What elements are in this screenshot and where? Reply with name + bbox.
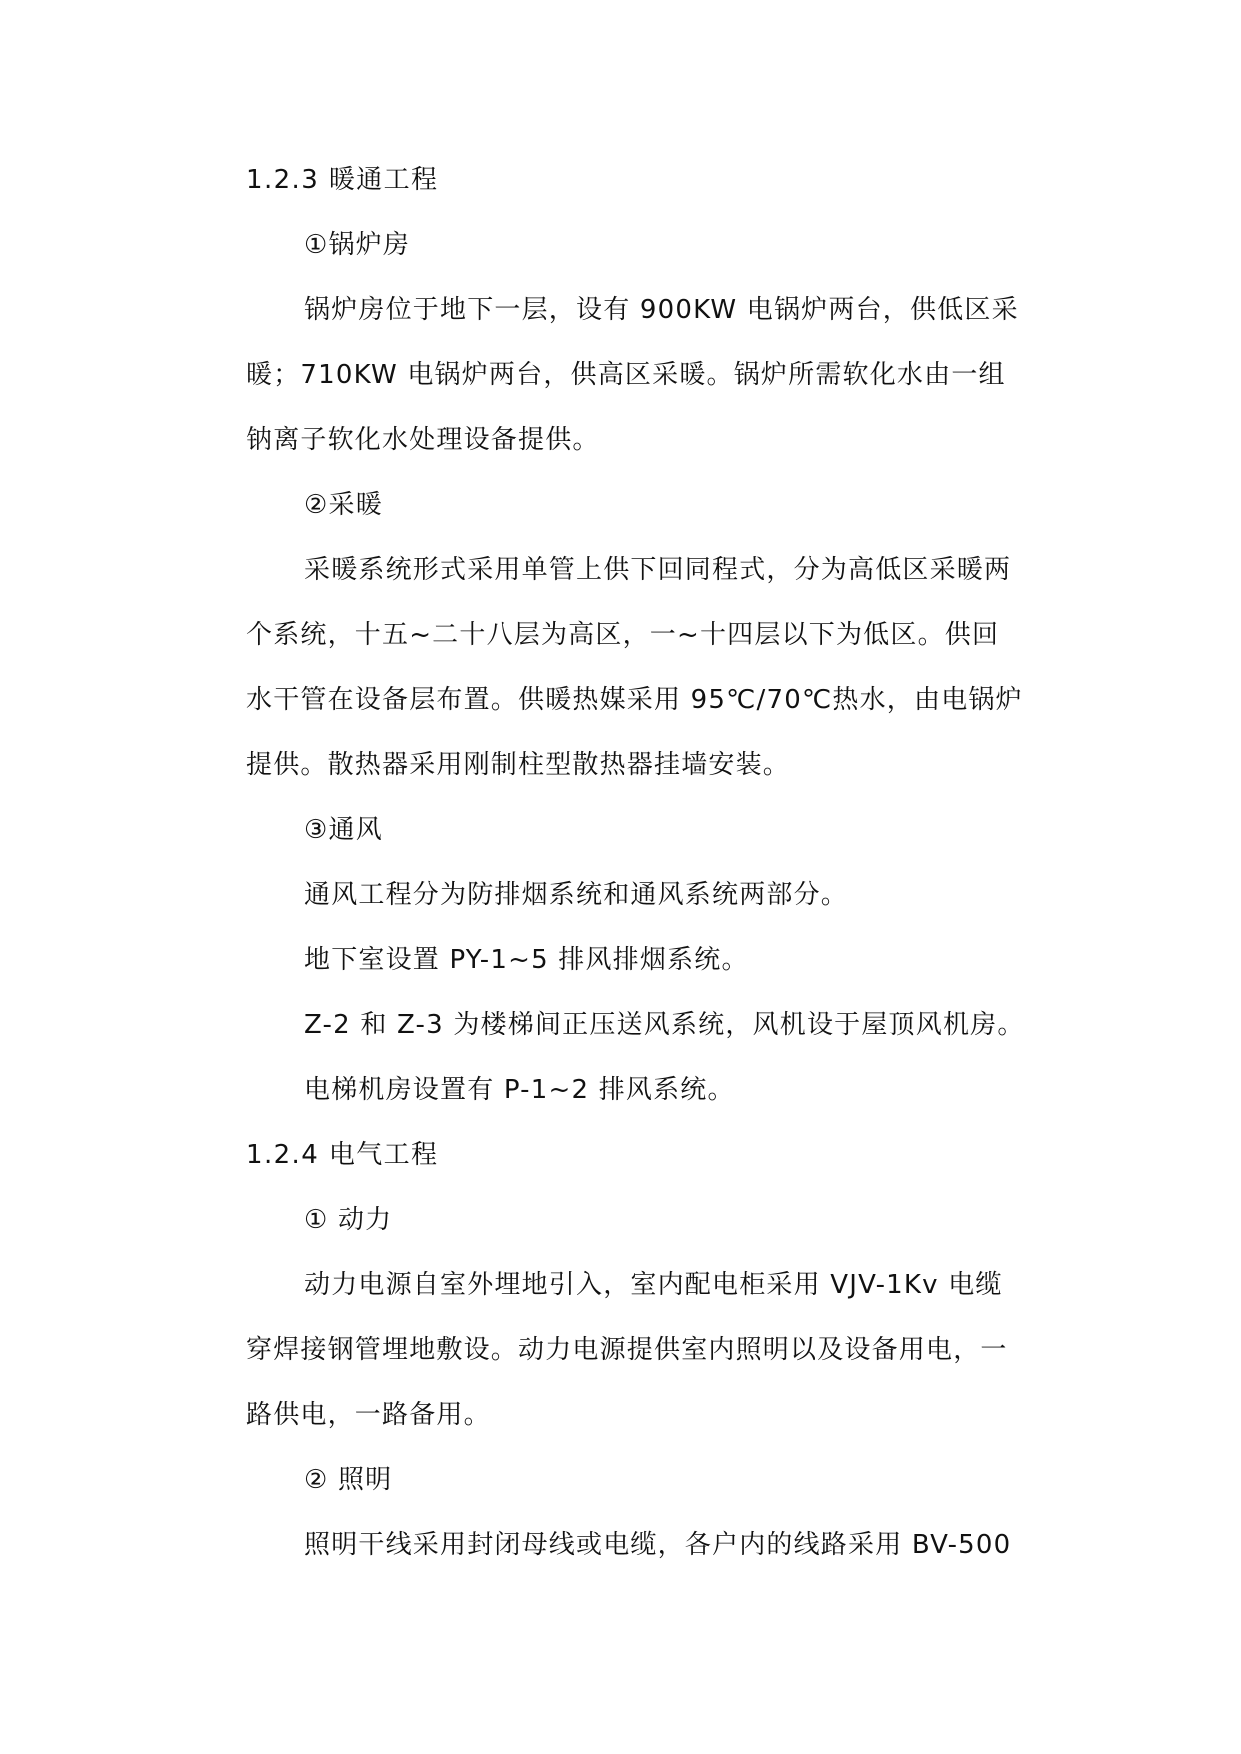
paragraph-line: 动力电源自室外埋地引入，室内配电柜采用 VJV-1Kv 电缆 [304, 1270, 1003, 1300]
subsection-boiler-room: ①锅炉房 [304, 230, 411, 260]
paragraph-line: 照明干线采用封闭母线或电缆，各户内的线路采用 BV-500 [304, 1530, 1012, 1560]
document-body [246, 148, 1056, 1578]
paragraph-line: 采暖系统形式采用单管上供下回同程式，分为高低区采暖两 [304, 555, 1012, 585]
paragraph-line: 钠离子软化水处理设备提供。 [246, 425, 600, 455]
section-heading-hvac: 1.2.3 暖通工程 [246, 165, 439, 195]
subsection-lighting: ② 照明 [304, 1465, 393, 1495]
subsection-heating: ②采暖 [304, 490, 383, 520]
paragraph-line: 锅炉房位于地下一层，设有 900KW 电锅炉两台，供低区采 [304, 295, 1019, 325]
subsection-ventilation: ③通风 [304, 815, 383, 845]
paragraph-line: 提供。散热器采用刚制柱型散热器挂墙安装。 [246, 750, 791, 780]
paragraph-line: Z-2 和 Z-3 为楼梯间正压送风系统，风机设于屋顶风机房。 [304, 1010, 1025, 1040]
section-heading-electrical: 1.2.4 电气工程 [246, 1140, 439, 1170]
paragraph-line: 个系统，十五~二十八层为高区，一~十四层以下为低区。供回 [246, 620, 1000, 650]
paragraph-line: 电梯机房设置有 P-1~2 排风系统。 [304, 1075, 735, 1105]
paragraph-line: 穿焊接钢管埋地敷设。动力电源提供室内照明以及设备用电，一 [246, 1335, 1008, 1365]
paragraph-line: 路供电，一路备用。 [246, 1400, 491, 1430]
paragraph-line: 暖；710KW 电锅炉两台，供高区采暖。锅炉所需软化水由一组 [246, 360, 1006, 390]
paragraph-line: 水干管在设备层布置。供暖热媒采用 95℃/70℃热水，由电锅炉 [246, 685, 1023, 715]
paragraph-line: 通风工程分为防排烟系统和通风系统两部分。 [304, 880, 849, 910]
paragraph-line: 地下室设置 PY-1~5 排风排烟系统。 [304, 945, 749, 975]
subsection-power: ① 动力 [304, 1205, 393, 1235]
